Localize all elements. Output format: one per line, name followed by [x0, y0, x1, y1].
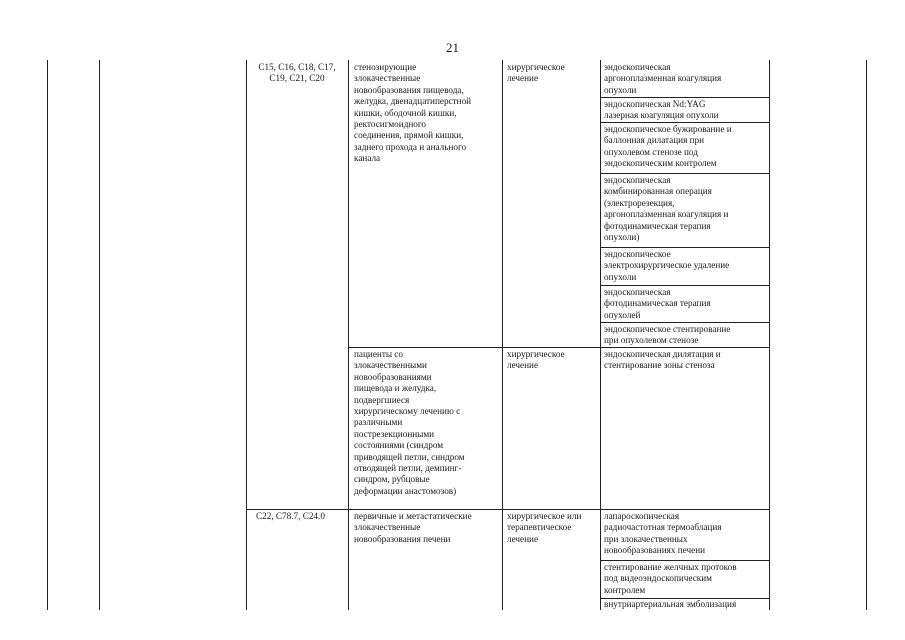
- patient-model-cell: пациенты со злокачественными новообразованиями пищевода и желудка, подвергшиеся хирургическому лечению с различными пострезекционными состояниями (синдром приводящей петли, синдром отводящей петли, демпинг- синдром, рубцовые деформации анастомозов): [354, 349, 465, 496]
- column-divider-1: [99, 60, 100, 610]
- method-separator: [600, 97, 770, 98]
- method-cell: эндоскопическое бужирование и баллонная дилатация при опухолевом стенозе под эндоскопическим контролем: [604, 124, 732, 169]
- method-separator: [600, 122, 770, 123]
- method-cell: лапароскопическая радиочастотная термоаблация при злокачественных новообразованиях печени: [604, 511, 722, 556]
- method-cell: стентирование желчных протоков под видеоэндоскопическим контролем: [604, 562, 737, 595]
- method-cell: эндоскопическая комбинированная операция (электрорезекция, аргоноплазменная коагуляция и фотодинамическая терапия опухоли): [604, 175, 729, 243]
- method-cell: эндоскопическая фотодинамическая терапия опухолей: [604, 287, 711, 320]
- patient-model-cell: стенозирующие злокачественные новообразования пищевода, желудка, двенадцатиперстной кишки, ободочной кишки, ректосигмоидного соединения, прямой кишки, заднего прохода и анального канала: [354, 62, 472, 164]
- method-cell: эндоскопическая Nd:YAG лазерная коагуляция опухоли: [604, 99, 719, 121]
- method-separator: [600, 560, 770, 561]
- method-cell: внутриартериальная эмболизация: [604, 599, 737, 609]
- treatment-type-cell: хирургическое лечение: [507, 62, 565, 84]
- method-separator: [600, 247, 770, 248]
- table-border-right: [866, 60, 867, 610]
- method-cell: эндоскопическое стентирование при опухолевом стенозе: [604, 324, 731, 346]
- column-divider-4: [502, 60, 503, 610]
- treatment-type-cell: хирургическое лечение: [507, 349, 565, 371]
- page-number: 21: [446, 40, 459, 55]
- icd-codes-cell: C22, C78.7, C24.0: [256, 511, 325, 521]
- method-cell: эндоскопическая аргоноплазменная коагуляция опухоли: [604, 62, 722, 95]
- row-separator: [246, 509, 770, 510]
- method-separator: [600, 285, 770, 286]
- method-cell: эндоскопическая дилятация и стентирование зоны стеноза: [604, 349, 721, 371]
- column-divider-6: [769, 60, 770, 610]
- method-cell: эндоскопическое электрохирургическое удаление опухоли: [604, 249, 730, 282]
- patient-model-cell: первичные и метастатические злокачественные новообразования печени: [354, 511, 472, 544]
- method-separator: [600, 173, 770, 174]
- method-separator: [600, 322, 770, 323]
- treatment-type-cell: хирургическое или терапевтическое лечение: [507, 511, 582, 544]
- column-divider-3: [348, 60, 349, 610]
- icd-codes-cell: C15, C16, C18, C17, C19, C21, C20: [258, 62, 336, 84]
- column-divider-2: [246, 60, 247, 610]
- row-separator: [348, 347, 770, 348]
- column-divider-5: [600, 60, 601, 610]
- table-border-left: [47, 60, 48, 610]
